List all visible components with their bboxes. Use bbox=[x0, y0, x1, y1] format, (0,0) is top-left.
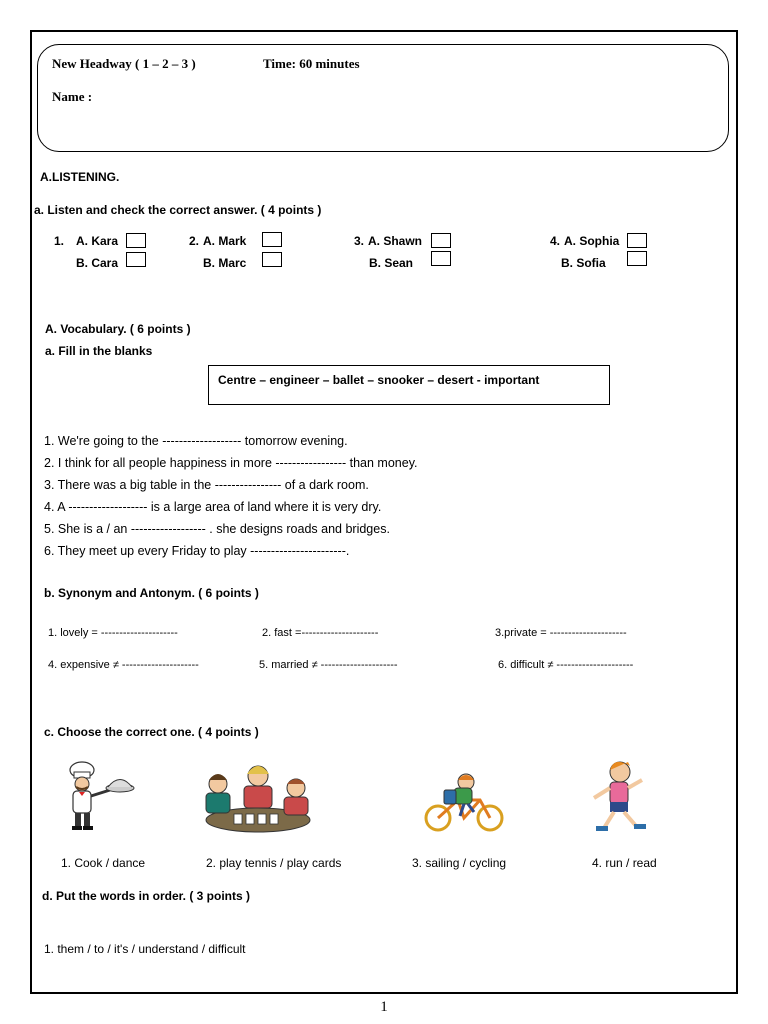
picture-caption: 4. run / read bbox=[592, 856, 657, 870]
cycling-picture bbox=[420, 770, 510, 834]
synonym-item: 2. fast =--------------------- bbox=[262, 627, 379, 639]
fill-sentence: 4. A ------------------- is a large area of land where it is very dry. bbox=[44, 500, 382, 514]
order-title: d. Put the words in order. ( 3 points ) bbox=[42, 889, 251, 903]
vocabulary-title: A. Vocabulary. ( 6 points ) bbox=[45, 322, 191, 336]
listening-title: A.LISTENING. bbox=[40, 170, 120, 184]
fill-sentence: 6. They meet up every Friday to play -----------------------. bbox=[44, 544, 350, 558]
checkbox[interactable] bbox=[262, 252, 282, 267]
checkbox[interactable] bbox=[627, 233, 647, 248]
listening-item-num: 2. bbox=[189, 234, 200, 248]
antonym-item: 5. married ≠ --------------------- bbox=[259, 659, 398, 671]
listening-option: B. Sofia bbox=[561, 256, 606, 270]
fill-sentence: 1. We're going to the ------------------- tomorrow evening. bbox=[44, 434, 348, 448]
order-item: 1. them / to / it's / understand / difficult bbox=[44, 942, 246, 956]
listening-item-num: 3. bbox=[354, 234, 365, 248]
fill-blanks-title: a. Fill in the blanks bbox=[45, 344, 153, 358]
listening-option: A. Sophia bbox=[564, 234, 620, 248]
listening-option: A. Shawn bbox=[368, 234, 423, 248]
antonym-item: 6. difficult ≠ --------------------- bbox=[498, 659, 634, 671]
fill-sentence: 3. There was a big table in the ---------------- of a dark room. bbox=[44, 478, 369, 492]
choose-title: c. Choose the correct one. ( 4 points ) bbox=[44, 725, 259, 739]
listening-option: B. Marc bbox=[203, 256, 247, 270]
antonym-item: 4. expensive ≠ --------------------- bbox=[48, 659, 199, 671]
synonym-item: 3.private = --------------------- bbox=[495, 627, 627, 639]
listening-item-num: 1. bbox=[54, 234, 65, 248]
listening-option: A. Mark bbox=[203, 234, 247, 248]
picture-caption: 2. play tennis / play cards bbox=[206, 856, 342, 870]
checkbox[interactable] bbox=[431, 233, 451, 248]
time-limit: Time: 60 minutes bbox=[263, 56, 360, 71]
picture-caption: 1. Cook / dance bbox=[61, 856, 146, 870]
checkbox[interactable] bbox=[431, 251, 451, 266]
listening-instruction: a. Listen and check the correct answer. ( 4 points ) bbox=[34, 203, 322, 217]
playing-cards-picture bbox=[200, 760, 316, 836]
synonym-title: b. Synonym and Antonym. ( 6 points ) bbox=[44, 586, 259, 600]
checkbox[interactable] bbox=[627, 251, 647, 266]
listening-option: B. Cara bbox=[76, 256, 119, 270]
book-title: New Headway ( 1 – 2 – 3 ) bbox=[52, 56, 196, 71]
fill-sentence: 2. I think for all people happiness in more ----------------- than money. bbox=[44, 456, 418, 470]
checkbox[interactable] bbox=[126, 233, 146, 248]
checkbox[interactable] bbox=[126, 252, 146, 267]
picture-caption: 3. sailing / cycling bbox=[412, 856, 507, 870]
running-picture bbox=[582, 758, 654, 836]
listening-option: B. Sean bbox=[369, 256, 414, 270]
checkbox[interactable] bbox=[262, 232, 282, 247]
listening-option: A. Kara bbox=[76, 234, 119, 248]
name-label: Name : bbox=[52, 89, 93, 104]
listening-item-num: 4. bbox=[550, 234, 561, 248]
synonym-item: 1. lovely = --------------------- bbox=[48, 627, 178, 639]
page-number: 1 bbox=[380, 999, 388, 1015]
word-bank: Centre – engineer – ballet – snooker – desert - important bbox=[218, 373, 540, 387]
cook-picture bbox=[62, 760, 142, 832]
fill-sentence: 5. She is a / an ------------------ . she designs roads and bridges. bbox=[44, 522, 390, 536]
